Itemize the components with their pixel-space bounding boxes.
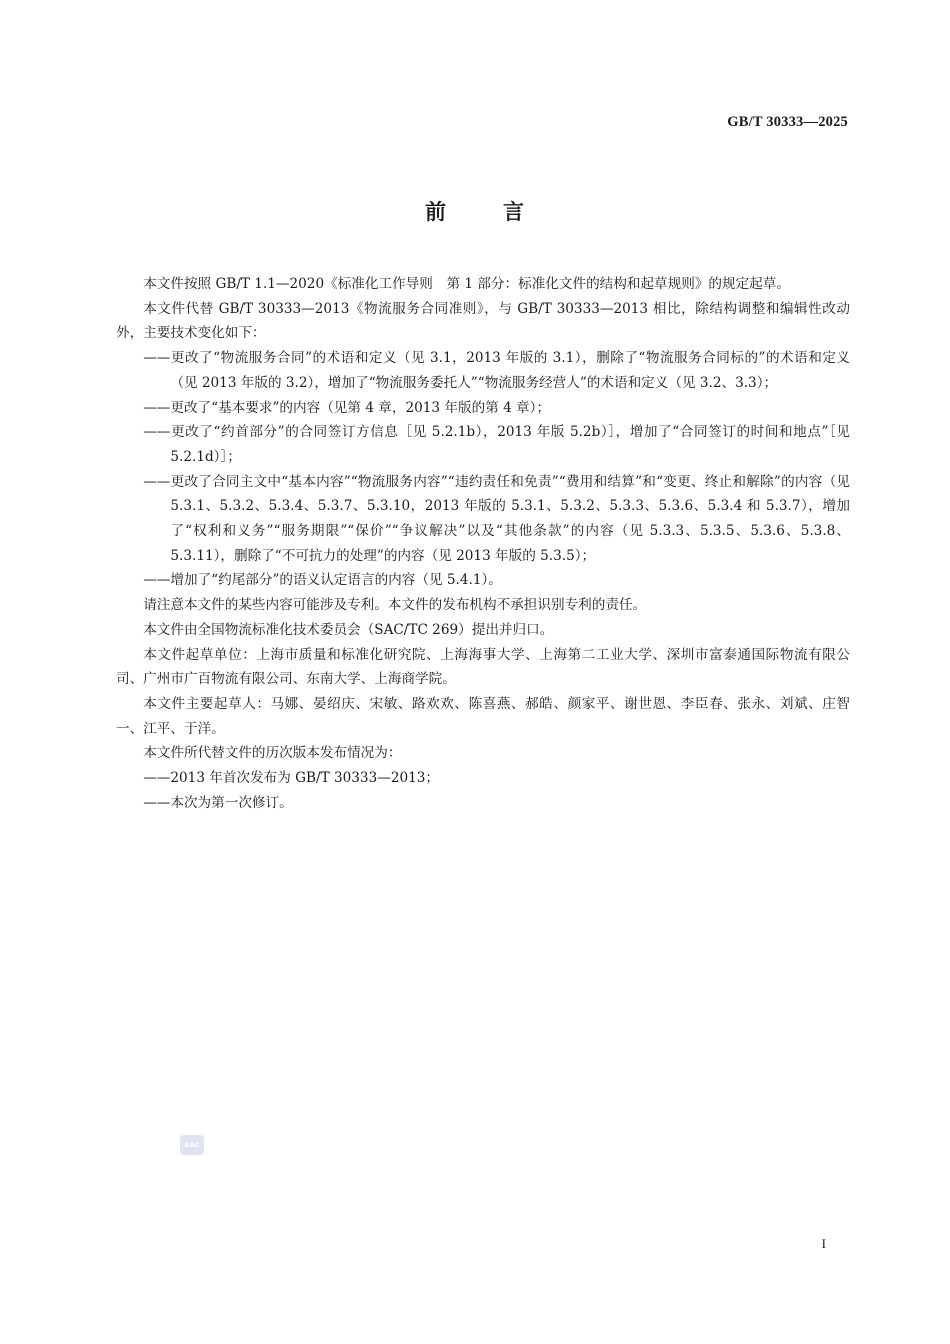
title-char-1: 前 (425, 199, 447, 224)
version-item: ——2013 年首次发布为 GB/T 30333—2013； (143, 770, 440, 787)
paragraph-drafters: 本文件主要起草人：马娜、晏绍庆、宋敏、路欢欢、陈喜燕、郝皓、颜家平、谢世恩、李臣春、张永、刘斌、庄智一、江平、于洋。 (116, 695, 850, 737)
page-title (0, 196, 950, 226)
paragraph-drafting-units: 本文件起草单位：上海市质量和标准化研究院、上海海事大学、上海第二工业大学、深圳市富泰通国际物流有限公司、广州市广百物流有限公司、东南大学、上海商学院。 (116, 646, 850, 688)
document-body (116, 272, 850, 815)
page-number: I (821, 1236, 826, 1251)
paragraph-patent-notice: 请注意本文件的某些内容可能涉及专利。本文件的发布机构不承担识别专利的责任。 (143, 597, 647, 614)
paragraph-drafting-rules: 本文件按照 GB/T 1.1—2020《标准化工作导则 第 1 部分：标准化文件的结构和起草规则》的规定起草。 (143, 276, 790, 292)
paragraph-committee: 本文件由全国物流标准化技术委员会（SAC/TC 269）提出并归口。 (143, 621, 554, 638)
change-item: ——更改了“物流服务合同”的术语和定义（见 3.1，2013 年版的 3.1），删除了“物流服务合同标的”的术语和定义（见 2013 年版的 3.2），增加了“物流服务委托人”“物流服务经营人”的术语和定义（见 3.2、3.3）； (143, 350, 850, 391)
document-code: GB/T 30333—2025 (727, 114, 848, 130)
version-item: ——本次为第一次修订。 (143, 794, 293, 811)
change-item: ——更改了合同主文中“基本内容”“物流服务内容”“违约责任和免责”“费用和结算”和“变更、终止和解除”的内容（见 5.3.1、5.3.2、5.3.4、5.3.7、5.3.10，2013 年版的 5.3.1、5.3.2、5.3.3、5.3.6、5.3.4 和 5.3.7），增加了“权利和义务”“服务期限”“保价”“争议解决”以及“其他条款”的内容（见 5.3.3、5.3.5、5.3.6、5.3.8、5.3.11），删除了“不可抗力的处理”的内容（见 2013 年版的 5.3.5）； (143, 473, 850, 564)
paragraph-replacement: 本文件代替 GB/T 30333—2013《物流服务合同准则》，与 GB/T 30333—2013 相比，除结构调整和编辑性改动外，主要技术变化如下： (116, 300, 850, 342)
change-item: ——增加了“约尾部分”的语义认定语言的内容（见 5.4.1）。 (143, 572, 502, 589)
sac-logo-watermark: SAC (180, 1135, 204, 1155)
title-char-2: 言 (503, 199, 525, 224)
change-item: ——更改了“约首部分”的合同签订方信息［见 5.2.1b），2013 年版 5.2b）］，增加了“合同签订的时间和地点”［见 5.2.1d）］； (143, 424, 850, 465)
paragraph-version-history: 本文件所代替文件的历次版本发布情况为： (143, 745, 402, 762)
change-item: ——更改了“基本要求”的内容（见第 4 章，2013 年版的第 4 章）； (143, 399, 551, 416)
